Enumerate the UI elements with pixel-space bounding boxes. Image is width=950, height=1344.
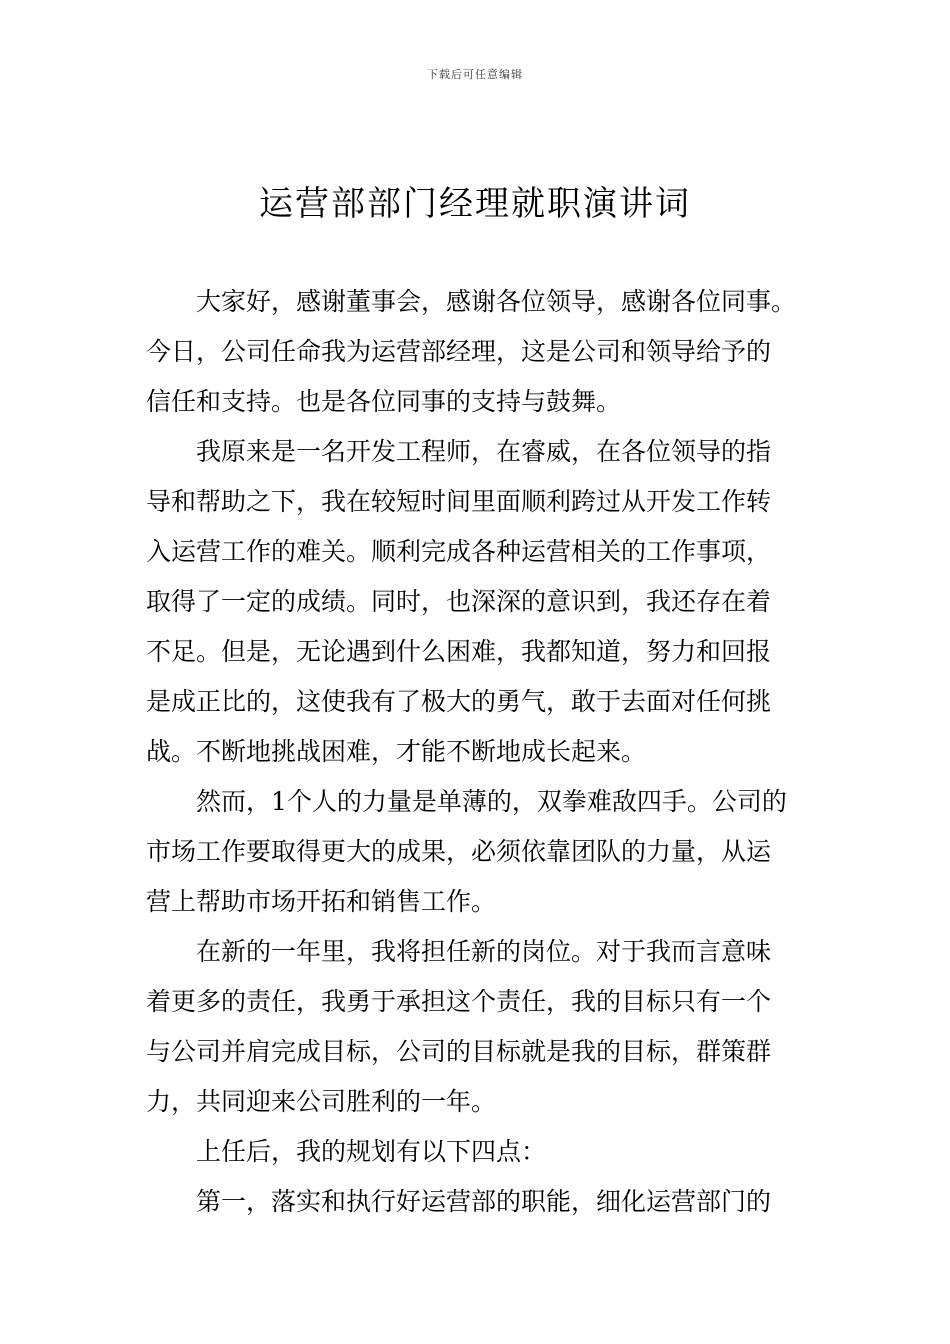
text-line: 与公司并肩完成目标，公司的目标就是我的目标，群策群 [146, 1037, 772, 1066]
text-line: 力，共同迎来公司胜利的一年。 [146, 1087, 497, 1116]
text-line: 战。不断地挑战困难，才能不断地成长起来。 [146, 737, 647, 766]
text-line: 在新的一年里，我将担任新的岗位。对于我而言意味 [196, 937, 772, 966]
document-body [146, 277, 826, 1227]
text-line: 营上帮助市场开拓和销售工作。 [146, 887, 497, 916]
text-line: 是成正比的，这使我有了极大的勇气，敢于去面对任何挑 [146, 687, 772, 716]
text-line: 然而，1个人的力量是单薄的，双拳难敌四手。公司的 [196, 787, 787, 816]
text-line: 大家好，感谢董事会，感谢各位领导，感谢各位同事。 [196, 287, 797, 316]
text-line: 今日，公司任命我为运营部经理，这是公司和领导给予的 [146, 337, 772, 366]
text-line: 取得了一定的成绩。同时，也深深的意识到，我还存在着 [146, 587, 772, 616]
text-line: 第一，落实和执行好运营部的职能，细化运营部门的 [196, 1187, 772, 1216]
text-line: 市场工作要取得更大的成果，必须依靠团队的力量，从运 [146, 837, 772, 866]
text-line: 信任和支持。也是各位同事的支持与鼓舞。 [146, 387, 622, 416]
document-title: 运营部部门经理就职演讲词 [259, 184, 691, 224]
text-line: 不足。但是，无论遇到什么困难，我都知道，努力和回报 [146, 637, 772, 666]
text-line: 着更多的责任，我勇于承担这个责任，我的目标只有一个 [146, 987, 772, 1016]
header-note: 下载后可任意编辑 [427, 68, 523, 81]
text-line: 入运营工作的难关。顺利完成各种运营相关的工作事项， [146, 537, 772, 566]
text-line: 我原来是一名开发工程师，在睿威，在各位领导的指 [196, 437, 772, 466]
text-line: 导和帮助之下，我在较短时间里面顺利跨过从开发工作转 [146, 487, 772, 516]
text-line: 上任后，我的规划有以下四点： [196, 1137, 547, 1166]
